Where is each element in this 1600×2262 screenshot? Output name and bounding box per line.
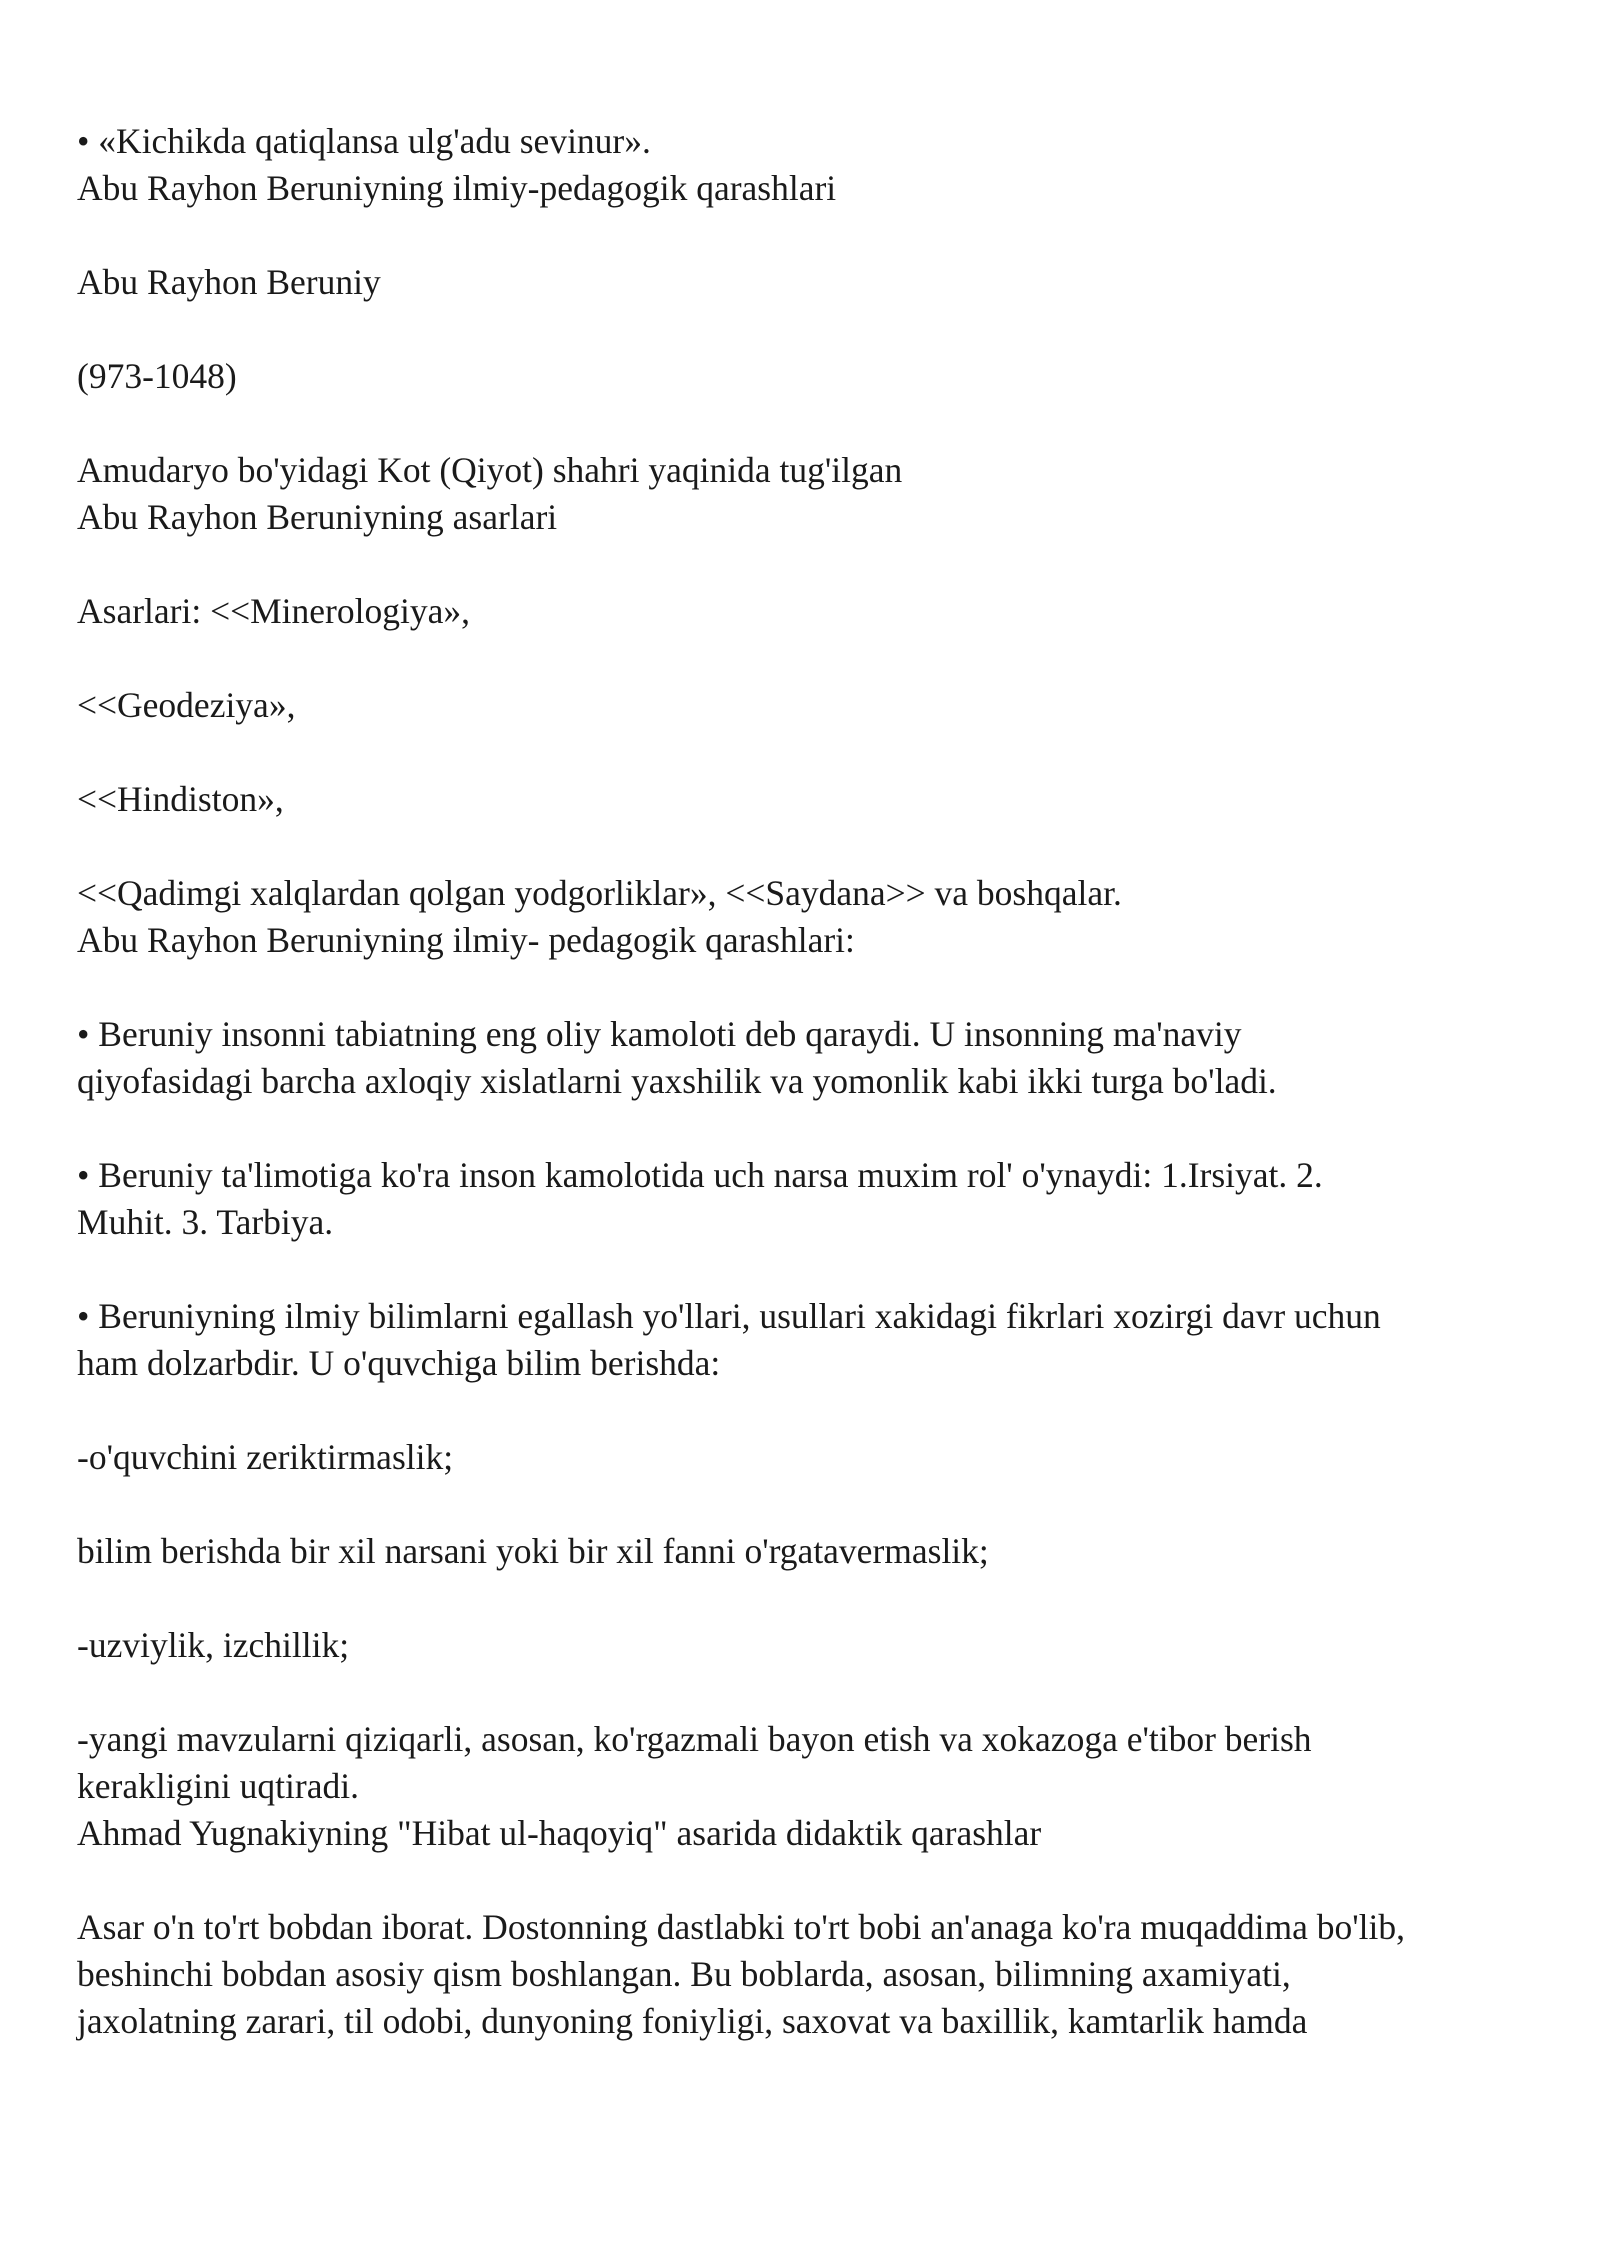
list-item: bilim berishda bir xil narsani yoki bir xil fanni o'rgatavermaslik; (77, 1531, 989, 1571)
section-heading: Abu Rayhon Beruniyning ilmiy-pedagogik qarashlari (77, 168, 837, 208)
paragraph-line: • Beruniy ta'limotiga ko'ra inson kamolotida uch narsa muxim rol' o'ynaydi: 1.Irsiyat. 2. (77, 1155, 1323, 1195)
paragraph-line: Muhit. 3. Tarbiya. (77, 1202, 334, 1242)
paragraph-line: qiyofasidagi barcha axloqiy xislatlarni yaxshilik va yomonlik kabi ikki turga bo'ladi. (77, 1061, 1277, 1101)
works-line: <<Qadimgi xalqlardan qolgan yodgorliklar», <<Saydana>> va boshqalar. (77, 873, 1122, 913)
paragraph-line: jaxolatning zarari, til odobi, dunyoning foniyligi, saxovat va baxillik, kamtarlik hamda (77, 2001, 1308, 2041)
bullet-proverb: • «Kichikda qatiqlansa ulg'adu sevinur». (77, 121, 651, 161)
works-line: <<Hindiston», (77, 779, 284, 819)
works-line: <<Geodeziya», (77, 685, 296, 725)
birthplace-line: Amudaryo bo'yidagi Kot (Qiyot) shahri yaqinida tug'ilgan (77, 450, 903, 490)
paragraph-line: ham dolzarbdir. U o'quvchiga bilim berishda: (77, 1343, 721, 1383)
works-line: Asarlari: <<Minerologiya», (77, 591, 470, 631)
paragraph-line: • Beruniyning ilmiy bilimlarni egallash yo'llari, usullari xakidagi fikrlari xozirgi davr uchun (77, 1296, 1381, 1336)
author-years: (973-1048) (77, 356, 237, 396)
paragraph-line: Asar o'n to'rt bobdan iborat. Dostonning dastlabki to'rt bobi an'anaga ko'ra muqaddima bo'lib, (77, 1907, 1405, 1947)
list-item: kerakligini uqtiradi. (77, 1766, 359, 1806)
list-item: -yangi mavzularni qiziqarli, asosan, ko'rgazmali bayon etish va xokazoga e'tibor berish (77, 1719, 1312, 1759)
document-page (77, 118, 1537, 2045)
paragraph-line: beshinchi bobdan asosiy qism boshlangan. Bu boblarda, asosan, bilimning axamiyati, (77, 1954, 1291, 1994)
section-heading: Abu Rayhon Beruniyning ilmiy- pedagogik qarashlari: (77, 920, 855, 960)
section-heading: Abu Rayhon Beruniyning asarlari (77, 497, 558, 537)
list-item: -uzviylik, izchillik; (77, 1625, 350, 1665)
paragraph-line: • Beruniy insonni tabiatning eng oliy kamoloti deb qaraydi. U insonning ma'naviy (77, 1014, 1242, 1054)
section-heading: Ahmad Yugnakiyning "Hibat ul-haqoyiq" asarida didaktik qarashlar (77, 1813, 1042, 1853)
author-name: Abu Rayhon Beruniy (77, 262, 381, 302)
list-item: -o'quvchini zeriktirmaslik; (77, 1437, 454, 1477)
